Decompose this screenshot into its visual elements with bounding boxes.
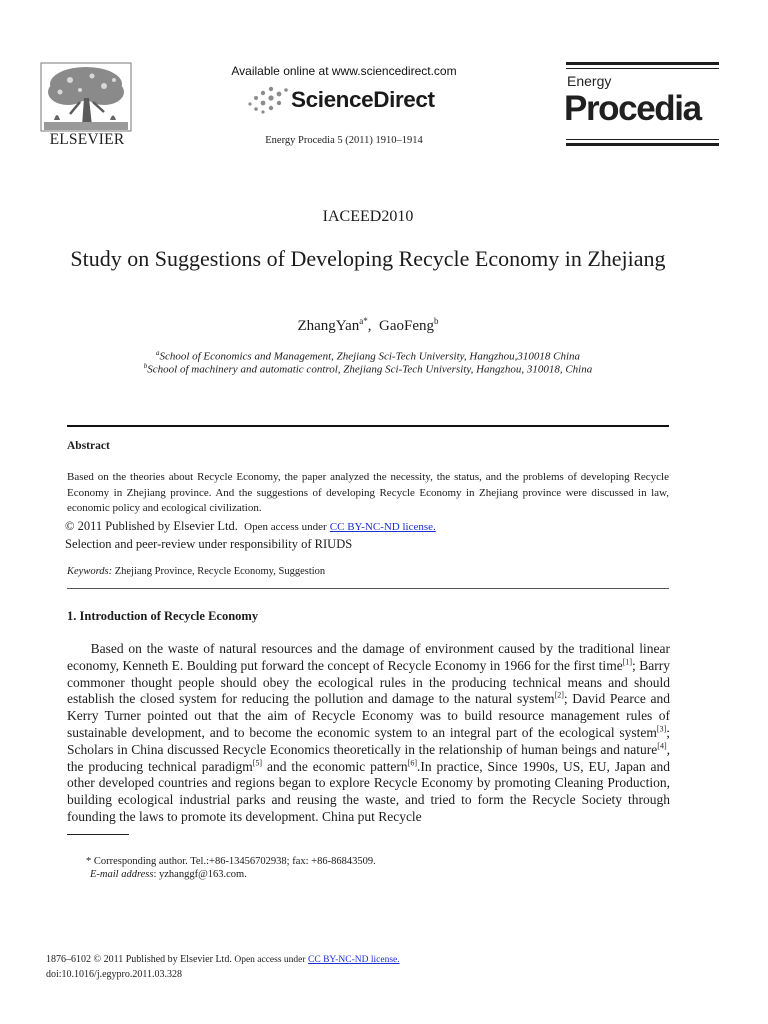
affiliation-text: School of machinery and automatic control, Zhejiang Sci-Tech University, Hangzhou, 310018, China [147, 363, 593, 376]
author-separator: , [367, 318, 372, 334]
body-text-run: Based on the waste of natural resources and the damage of environment caused by the traditional linear economy, Kenneth E. Boulding put forward the concept of Recycle Economy in 1966 for the first time [67, 641, 670, 673]
issn-text: 1876–6102 © 2011 Published by Elsevier Ltd. [46, 954, 232, 965]
open-access-text: Open access under [234, 955, 306, 965]
sciencedirect-wordmark: ScienceDirect [291, 87, 435, 112]
peer-review-statement: Selection and peer-review under responsibility of RIUDS [65, 537, 353, 551]
section-body [67, 641, 670, 826]
license-link[interactable]: CC BY-NC-ND license. [308, 955, 400, 965]
corresponding-author-note: * Corresponding author. Tel.:+86-13456702938; fax: +86-86843509. [86, 856, 376, 867]
body-text-run: and the economic pattern [262, 758, 408, 774]
citation: [5] [252, 758, 263, 768]
author-mark: a* [359, 316, 368, 326]
affiliation-a [0, 349, 736, 363]
body-text-run: ; Scholars in China discussed Recycle Economics theoretically in the relationship of human beings and nature [67, 724, 670, 757]
abstract-heading: Abstract [67, 440, 110, 452]
email-label: E-mail address [90, 869, 154, 880]
journal-logo-rule [566, 139, 719, 140]
author-name: ZhangYan [297, 318, 360, 334]
keywords-text: Zhejiang Province, Recycle Economy, Suggestion [114, 566, 326, 577]
copyright-text: © 2011 Published by Elsevier Ltd. [65, 519, 238, 533]
body-text-run: ; David Pearce and Kerry Turner pointed out that the aim of Recycle Economy was to build resource management rules of sustainable development, and to become the economic system to an integral part of the ecological system [67, 691, 670, 740]
citation: [4] [657, 741, 667, 751]
body-text-run: .In practice, Since 1990s, US, EU, Japan and other developed countries and regions began to explore Recycle Economy by promoting Cleaning Production, building ecological industrial parks and reusing the waste, and tried to form the Recycle Society through founding the laws to promote its development. China put Recycle [67, 758, 670, 824]
journal-reference: Energy Procedia 5 (2011) 1910–1914 [265, 135, 423, 146]
section-heading: 1. Introduction of Recycle Economy [67, 609, 259, 623]
available-online-text: Available online at www.sciencedirect.com [231, 64, 457, 78]
abstract-bottom-rule [67, 588, 669, 589]
issn-copyright-line [46, 954, 400, 965]
citation: [6] [407, 758, 417, 768]
journal-logo-rule [566, 62, 719, 65]
conference-name: IACEED2010 [322, 208, 414, 225]
citation: [2] [554, 690, 564, 700]
open-access-text: Open access under [244, 521, 327, 533]
citation: [1] [622, 657, 633, 667]
email-value: : yzhanggf@163.com. [153, 869, 247, 880]
abstract-body: Based on the theories about Recycle Economy, the paper analyzed the necessity, the status, and the problems of developing Recycle Economy in Zhejiang province. And the suggestions of developing Recycle Economy in Zhejiang province were discussed in law, economic policy and ecological civilization. [67, 471, 669, 514]
journal-logo-procedia: Procedia [564, 89, 701, 128]
author-list [0, 316, 736, 335]
citation: [3] [656, 724, 667, 734]
elsevier-wordmark: ELSEVIER [49, 131, 125, 148]
email-note [90, 869, 247, 880]
license-link[interactable]: CC BY-NC-ND license. [329, 521, 436, 533]
journal-logo-rule [566, 143, 719, 146]
footnote-rule [67, 834, 129, 835]
keywords-line [67, 566, 325, 577]
abstract-top-rule [67, 425, 669, 427]
affiliation-mark: b [143, 362, 148, 370]
copyright-line [65, 519, 436, 534]
doi-text: doi:10.1016/j.egypro.2011.03.328 [46, 969, 183, 980]
journal-logo-rule [566, 68, 719, 69]
journal-logo-energy: Energy [567, 73, 612, 89]
keywords-label: Keywords: [67, 566, 113, 577]
affiliation-mark: a [155, 349, 160, 357]
author-mark: b [434, 316, 439, 326]
body-text-run: , the producing technical paradigm [67, 741, 670, 774]
author-name: GaoFeng [379, 318, 435, 334]
affiliation-text: School of Economics and Management, Zhejiang Sci-Tech University, Hangzhou,310018 China [159, 350, 581, 363]
paper-title: Study on Suggestions of Developing Recycle Economy in Zhejiang [70, 246, 666, 271]
body-text-run: ; Barry commoner thought people should obey the ecological rules in the producing technical means and should establish the closed system for reducing the pollution and damage to the natural system [67, 657, 670, 707]
affiliation-b [0, 362, 736, 376]
